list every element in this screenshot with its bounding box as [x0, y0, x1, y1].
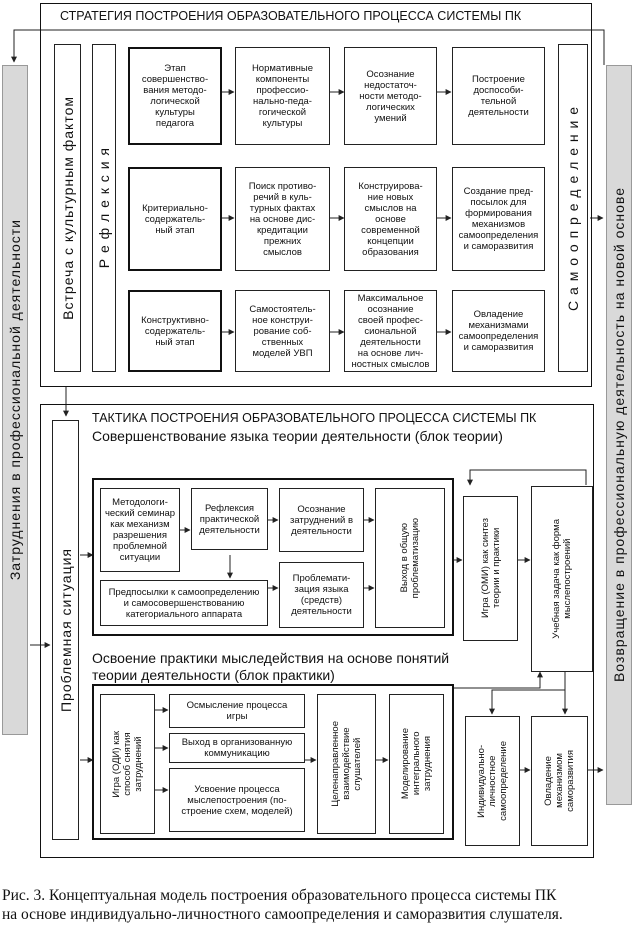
cell-new-meanings: Конструирова- ние новых смыслов на основе современной концепции образования — [344, 167, 437, 271]
stage-constructive: Конструктивно- содержатель- ный этап — [128, 290, 222, 372]
self-determination-label: Индивидуально- личностное самоопределение — [476, 741, 509, 821]
thinking-box: Усвоение процесса мыслепостроения (по- строение схем, моделей) — [169, 768, 305, 832]
modeling-box — [389, 694, 444, 834]
cell-contradictions: Поиск противо- речий в куль- турных фактах на основе дис- кредитации прежних смыслов — [235, 167, 330, 271]
cell-max-awareness: Максимальное осознание своей профес- сиональной деятельности на основе лич- ностных смыслов — [344, 290, 437, 372]
practice-block-title-1: Освоение практики мыследействия на основе понятий — [92, 650, 450, 666]
strategy-title: СТРАТЕГИЯ ПОСТРОЕНИЯ ОБРАЗОВАТЕЛЬНОГО ПРОЦЕССА СИСТЕМЫ ПК — [60, 9, 522, 23]
theory-block-title: Совершенствование языка теории деятельности (блок теории) — [92, 428, 503, 444]
cell-preactivity: Построение доспособи- тельной деятельности — [452, 47, 545, 145]
meeting-bar — [54, 44, 81, 372]
figure-caption — [2, 886, 632, 924]
caption-line-1: Рис. 3. Концептуальная модель построения образовательного процесса системы ПК — [2, 887, 557, 904]
self-development-label: Овладение механизмом саморазвития — [543, 750, 576, 812]
seminar-box: Методологи- ческий семинар как механизм разрешения проблемной ситуации — [100, 488, 180, 572]
caption-line-2: на основе индивидуально-личностного самоопределения и саморазвития слушателя. — [2, 906, 563, 923]
task-label: Учебная задача как форма мыслепостроений — [551, 519, 573, 639]
cell-mastery-mechanisms: Овладение механизмами самоопределения и саморазвития — [452, 290, 545, 372]
task-box — [531, 486, 593, 672]
reflection-bar — [92, 44, 116, 372]
omi-box — [463, 496, 518, 641]
problem-situation-bar — [52, 420, 79, 840]
omi-label: Игра (ОМИ) как синтез теории и практики — [479, 518, 502, 619]
practice-block-title-2: теории деятельности (блок практики) — [92, 667, 335, 683]
interaction-label: Целенаправленное взаимодействие слушателей — [330, 721, 363, 807]
odi-box — [100, 694, 155, 834]
modeling-label: Моделирование интегрального затруднения — [400, 728, 433, 800]
problem-situation-label: Проблемная ситуация — [57, 547, 74, 713]
self-development-box — [531, 716, 588, 846]
selfdetermination-label: С а м о о п р е д е л е н и е — [565, 105, 581, 311]
return-bar — [606, 65, 632, 805]
problematization-box: Проблемати- зация языка (средств) деятельности — [279, 562, 364, 628]
return-label: Возвращение в профессиональную деятельность на новой основе — [611, 187, 627, 683]
reflection-practice-box: Рефлексия практической деятельности — [191, 488, 268, 550]
difficulties-bar — [2, 65, 28, 735]
stage-methodology: Этап совершенство- вания методо- логической культуры педагога — [128, 47, 222, 145]
exit-label: Выход в общую проблематизацию — [399, 517, 421, 599]
prerequisites-box: Предпосылки к самоопределению и самосовершенствованию категориального аппарата — [100, 580, 268, 626]
stage-criterial: Критериально- содержатель- ный этап — [128, 167, 222, 271]
odi-label: Игра (ОДИ) как способ снятия затруднений — [111, 730, 144, 798]
selfdetermination-bar — [558, 44, 588, 372]
difficulties-label: Затруднения в профессиональной деятельности — [7, 219, 23, 581]
exit-box — [375, 488, 445, 628]
game-meaning-box: Осмысление процесса игры — [169, 694, 305, 728]
interaction-box — [317, 694, 376, 834]
reflection-label: Р е ф л е к с и я — [96, 147, 112, 269]
cell-normative: Нормативные компоненты профессио- нально-педа- гогической культуры — [235, 47, 330, 145]
self-determination-box — [465, 716, 520, 846]
meeting-label: Встреча с культурным фактом — [59, 96, 76, 320]
cell-awareness-insufficiency: Осознание недостаточ- ности методо- логических умений — [344, 47, 437, 145]
tactics-title: ТАКТИКА ПОСТРОЕНИЯ ОБРАЗОВАТЕЛЬНОГО ПРОЦЕССА СИСТЕМЫ ПК — [92, 411, 537, 425]
cell-prerequisites-mechanisms: Создание пред- посылок для формирования механизмов самоопределения и саморазвития — [452, 167, 545, 271]
communication-box: Выход в организованную коммуникацию — [169, 733, 305, 763]
awareness-box: Осознание затруднений в деятельности — [279, 488, 364, 552]
cell-own-models: Самостоятель- ное конструи- рование соб- ственных моделей УВП — [235, 290, 330, 372]
